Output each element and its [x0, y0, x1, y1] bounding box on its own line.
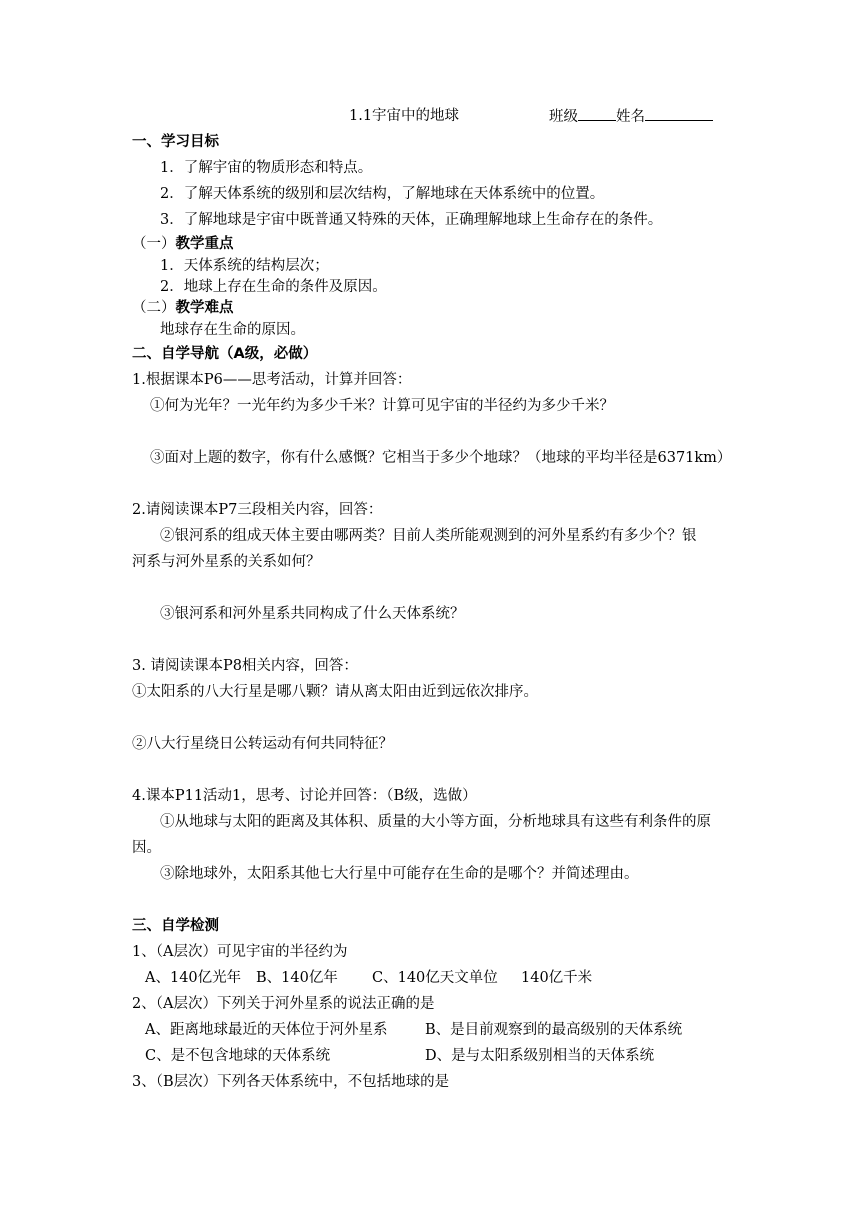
question-line: 1.根据课本P6——思考活动，计算并回答： — [132, 372, 412, 388]
key-point-item: 1．天体系统的结构层次； — [160, 258, 329, 274]
question-line: ②银河系的组成天体主要由哪两类？目前人类所能观测到的河外星系约有多少个？银 — [160, 528, 697, 544]
question-line: ③银河系和河外星系共同构成了什么天体系统？ — [160, 606, 465, 622]
question-line: 因。 — [132, 840, 161, 856]
class-blank[interactable] — [578, 106, 616, 121]
class-label: 班级 — [549, 109, 578, 125]
question-line: 4.课本P11活动1，思考、讨论并回答：（B级，选做） — [132, 788, 477, 804]
quiz-question-3: 3、（B层次）下列各天体系统中，不包括地球的是 — [132, 1074, 450, 1090]
difficulty-item: 地球存在生命的原因。 — [160, 322, 305, 338]
goal-item: 3．了解地球是宇宙中既普通又特殊的天体，正确理解地球上生命存在的条件。 — [160, 212, 663, 228]
key-points-prefix: （一） — [132, 236, 176, 252]
name-blank[interactable] — [645, 106, 713, 121]
question-line: ①从地球与太阳的距离及其体积、质量的大小等方面，分析地球具有这些有利条件的原 — [160, 814, 711, 830]
question-line: 2.请阅读课本P7三段相关内容，回答： — [132, 502, 383, 518]
section-3-heading: 三、自学检测 — [132, 918, 219, 934]
class-name-field — [549, 106, 713, 127]
difficulty-heading — [132, 298, 234, 318]
quiz-option[interactable]: D、是与太阳系级别相当的天体系统 — [425, 1048, 655, 1064]
question-line: ①太阳系的八大行星是哪八颗？请从离太阳由近到远依次排序。 — [132, 684, 538, 700]
quiz-option[interactable]: C、是不包含地球的天体系统 — [145, 1048, 331, 1064]
quiz-question-1: 1、（A层次）可见宇宙的半径约为 — [132, 944, 348, 960]
question-line: ③除地球外，太阳系其他七大行星中可能存在生命的是哪个？并简述理由。 — [160, 866, 639, 882]
question-line: ②八大行星绕日公转运动有何共同特征？ — [132, 736, 393, 752]
key-points-heading — [132, 234, 234, 254]
name-label: 姓名 — [616, 109, 645, 125]
quiz-option[interactable]: 140亿千米 — [521, 970, 593, 986]
quiz-question-2: 2、（A层次）下列关于河外星系的说法正确的是 — [132, 996, 435, 1012]
quiz-option[interactable]: B、140亿年 — [256, 970, 338, 986]
difficulty-prefix: （二） — [132, 300, 176, 316]
quiz-option[interactable]: A、140亿光年 — [145, 970, 242, 986]
worksheet-title: 1.1宇宙中的地球 — [349, 108, 460, 124]
quiz-option[interactable]: A、距离地球最近的天体位于河外星系 — [145, 1022, 388, 1038]
question-line: 河系与河外星系的关系如何？ — [132, 554, 321, 570]
goal-item: 2．了解天体系统的级别和层次结构，了解地球在天体系统中的位置。 — [160, 186, 605, 202]
section-1-heading: 一、学习目标 — [132, 134, 219, 150]
key-point-item: 2．地球上存在生命的条件及原因。 — [160, 279, 387, 295]
question-line: 3. 请阅读课本P8相关内容，回答： — [132, 658, 358, 674]
question-line: ③面对上题的数字，你有什么感慨？它相当于多少个地球？（地球的平均半径是6371km） — [150, 450, 732, 466]
quiz-option[interactable]: C、140亿天文单位 — [372, 970, 498, 986]
key-points-title: 教学重点 — [175, 236, 234, 252]
difficulty-title: 教学难点 — [175, 300, 234, 316]
goal-item: 1．了解宇宙的物质形态和特点。 — [160, 160, 373, 176]
quiz-option[interactable]: B、是目前观察到的最高级别的天体系统 — [425, 1022, 683, 1038]
section-2-heading: 二、自学导航（A级，必做） — [132, 346, 318, 362]
question-line: ①何为光年？一光年约为多少千米？计算可见宇宙的半径约为多少千米？ — [150, 398, 614, 414]
